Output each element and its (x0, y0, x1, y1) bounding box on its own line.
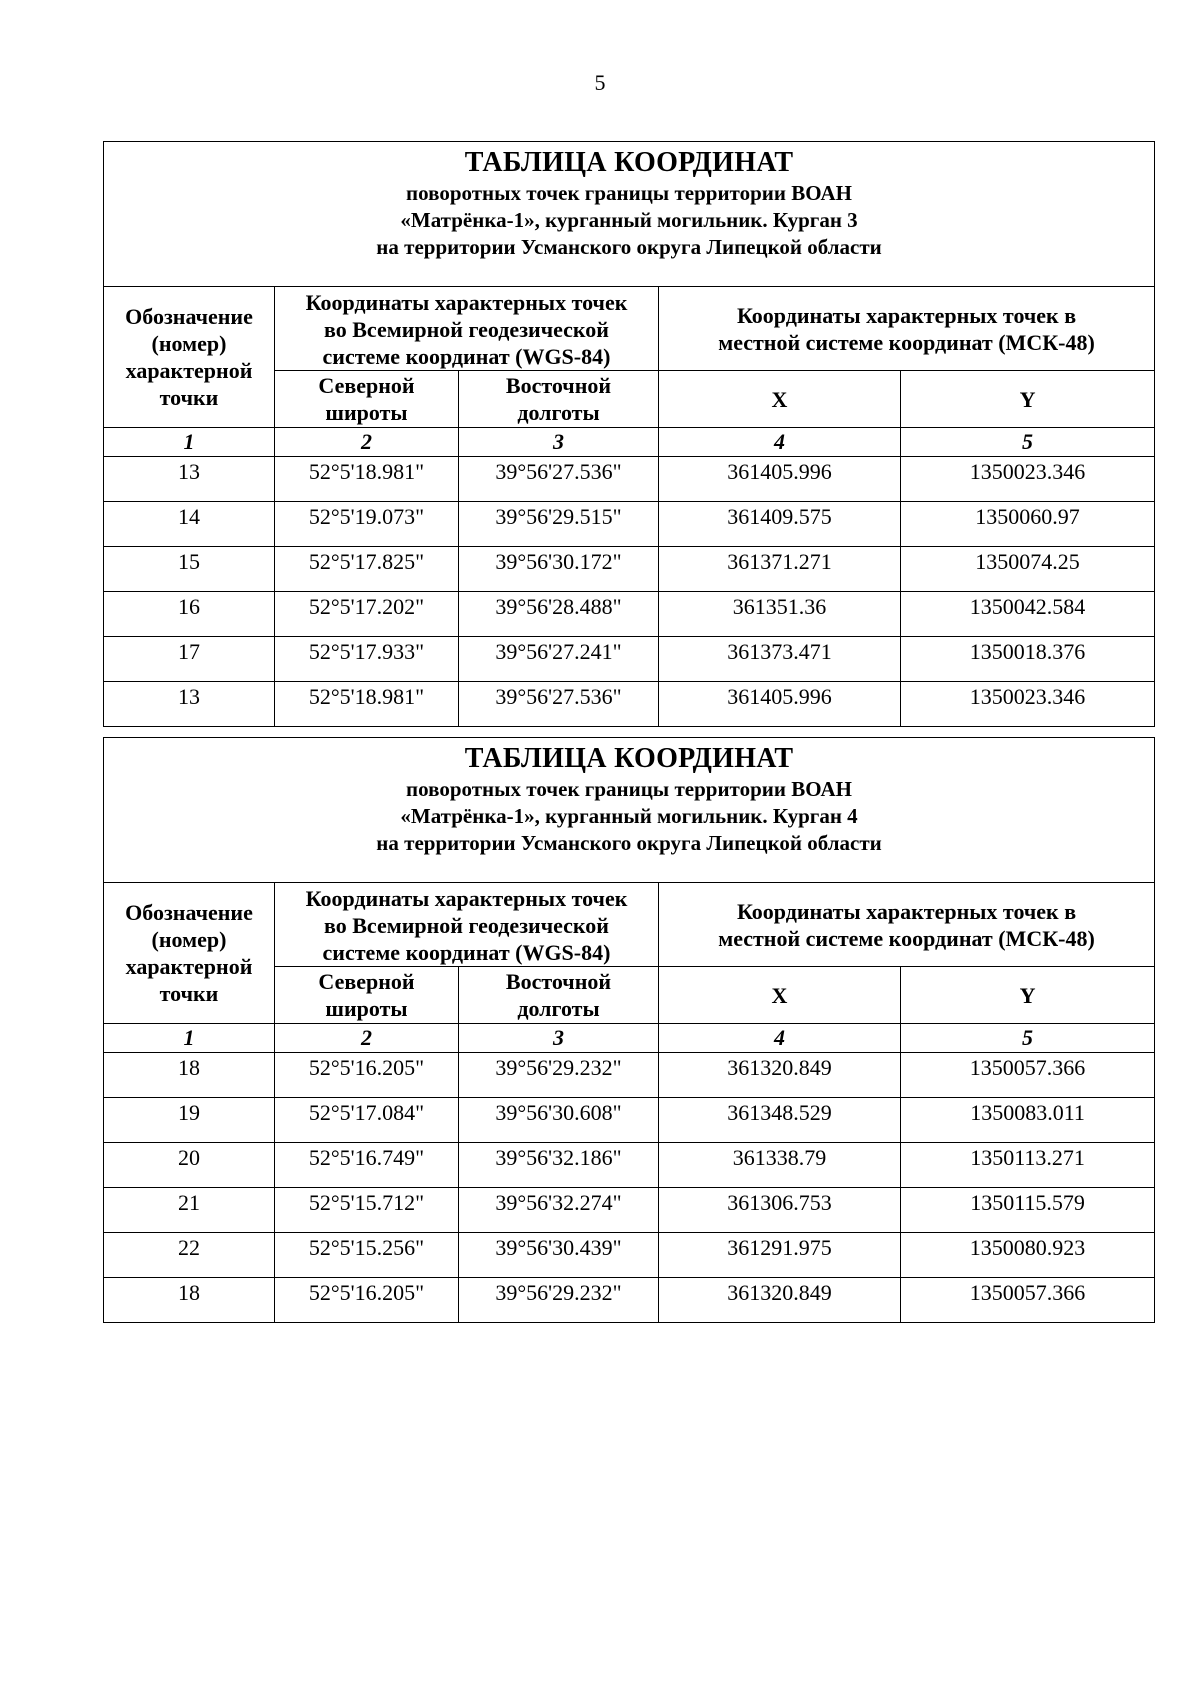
coordinate-table-kurgan-3 (103, 141, 1155, 727)
header-x: X (659, 371, 901, 428)
table-subtitle-line: «Матрёнка-1», курганный могильник. Курган 4 (400, 804, 858, 828)
header-msk48: Координаты характерных точек в местной системе координат (МСК-48) (659, 287, 1155, 371)
table-row: 13 52°5'18.981" 39°56'27.536" 361405.996 1350023.346 (104, 457, 1155, 502)
header-east-longitude: Восточной долготы (459, 967, 659, 1024)
header-north-latitude: Северной широты (275, 967, 459, 1024)
table-row: 20 52°5'16.749" 39°56'32.186" 361338.79 1350113.271 (104, 1143, 1155, 1188)
table-title: ТАБЛИЦА КООРДИНАТ (464, 147, 794, 178)
table-title-block (104, 142, 1155, 287)
header-designation: Обозначение (номер) характерной точки (104, 287, 275, 428)
table-row: 21 52°5'15.712" 39°56'32.274" 361306.753 1350115.579 (104, 1188, 1155, 1233)
table-subtitle-line: на территории Усманского округа Липецкой области (376, 831, 882, 855)
table-subtitle-line: поворотных точек границы территории ВОАН (406, 181, 853, 205)
table-row: 18 52°5'16.205" 39°56'29.232" 361320.849 1350057.366 (104, 1278, 1155, 1323)
table-title-block (104, 738, 1155, 883)
table-subtitle-line: поворотных точек границы территории ВОАН (406, 777, 853, 801)
header-y: Y (901, 967, 1155, 1024)
column-number-row: 1 2 3 4 5 (104, 1024, 1155, 1053)
table-row: 19 52°5'17.084" 39°56'30.608" 361348.529 1350083.011 (104, 1098, 1155, 1143)
header-north-latitude: Северной широты (275, 371, 459, 428)
table-row: 18 52°5'16.205" 39°56'29.232" 361320.849 1350057.366 (104, 1053, 1155, 1098)
table-row: 22 52°5'15.256" 39°56'30.439" 361291.975 1350080.923 (104, 1233, 1155, 1278)
header-designation: Обозначение (номер) характерной точки (104, 883, 275, 1024)
table-row: 16 52°5'17.202" 39°56'28.488" 361351.36 1350042.584 (104, 592, 1155, 637)
table-row: 14 52°5'19.073" 39°56'29.515" 361409.575 1350060.97 (104, 502, 1155, 547)
table-row: 15 52°5'17.825" 39°56'30.172" 361371.271 1350074.25 (104, 547, 1155, 592)
column-number-row: 1 2 3 4 5 (104, 428, 1155, 457)
header-wgs84: Координаты характерных точек во Всемирной геодезической системе координат (WGS-84) (275, 287, 659, 371)
coordinate-table-kurgan-4 (103, 737, 1155, 1323)
header-y: Y (901, 371, 1155, 428)
table-row: 17 52°5'17.933" 39°56'27.241" 361373.471 1350018.376 (104, 637, 1155, 682)
table-subtitle-line: «Матрёнка-1», курганный могильник. Курган 3 (400, 208, 858, 232)
header-msk48: Координаты характерных точек в местной системе координат (МСК-48) (659, 883, 1155, 967)
header-wgs84: Координаты характерных точек во Всемирной геодезической системе координат (WGS-84) (275, 883, 659, 967)
table-subtitle-line: на территории Усманского округа Липецкой области (376, 235, 882, 259)
page-number: 5 (594, 70, 606, 95)
header-x: X (659, 967, 901, 1024)
table-row: 13 52°5'18.981" 39°56'27.536" 361405.996 1350023.346 (104, 682, 1155, 727)
table-title: ТАБЛИЦА КООРДИНАТ (464, 743, 794, 774)
header-east-longitude: Восточной долготы (459, 371, 659, 428)
